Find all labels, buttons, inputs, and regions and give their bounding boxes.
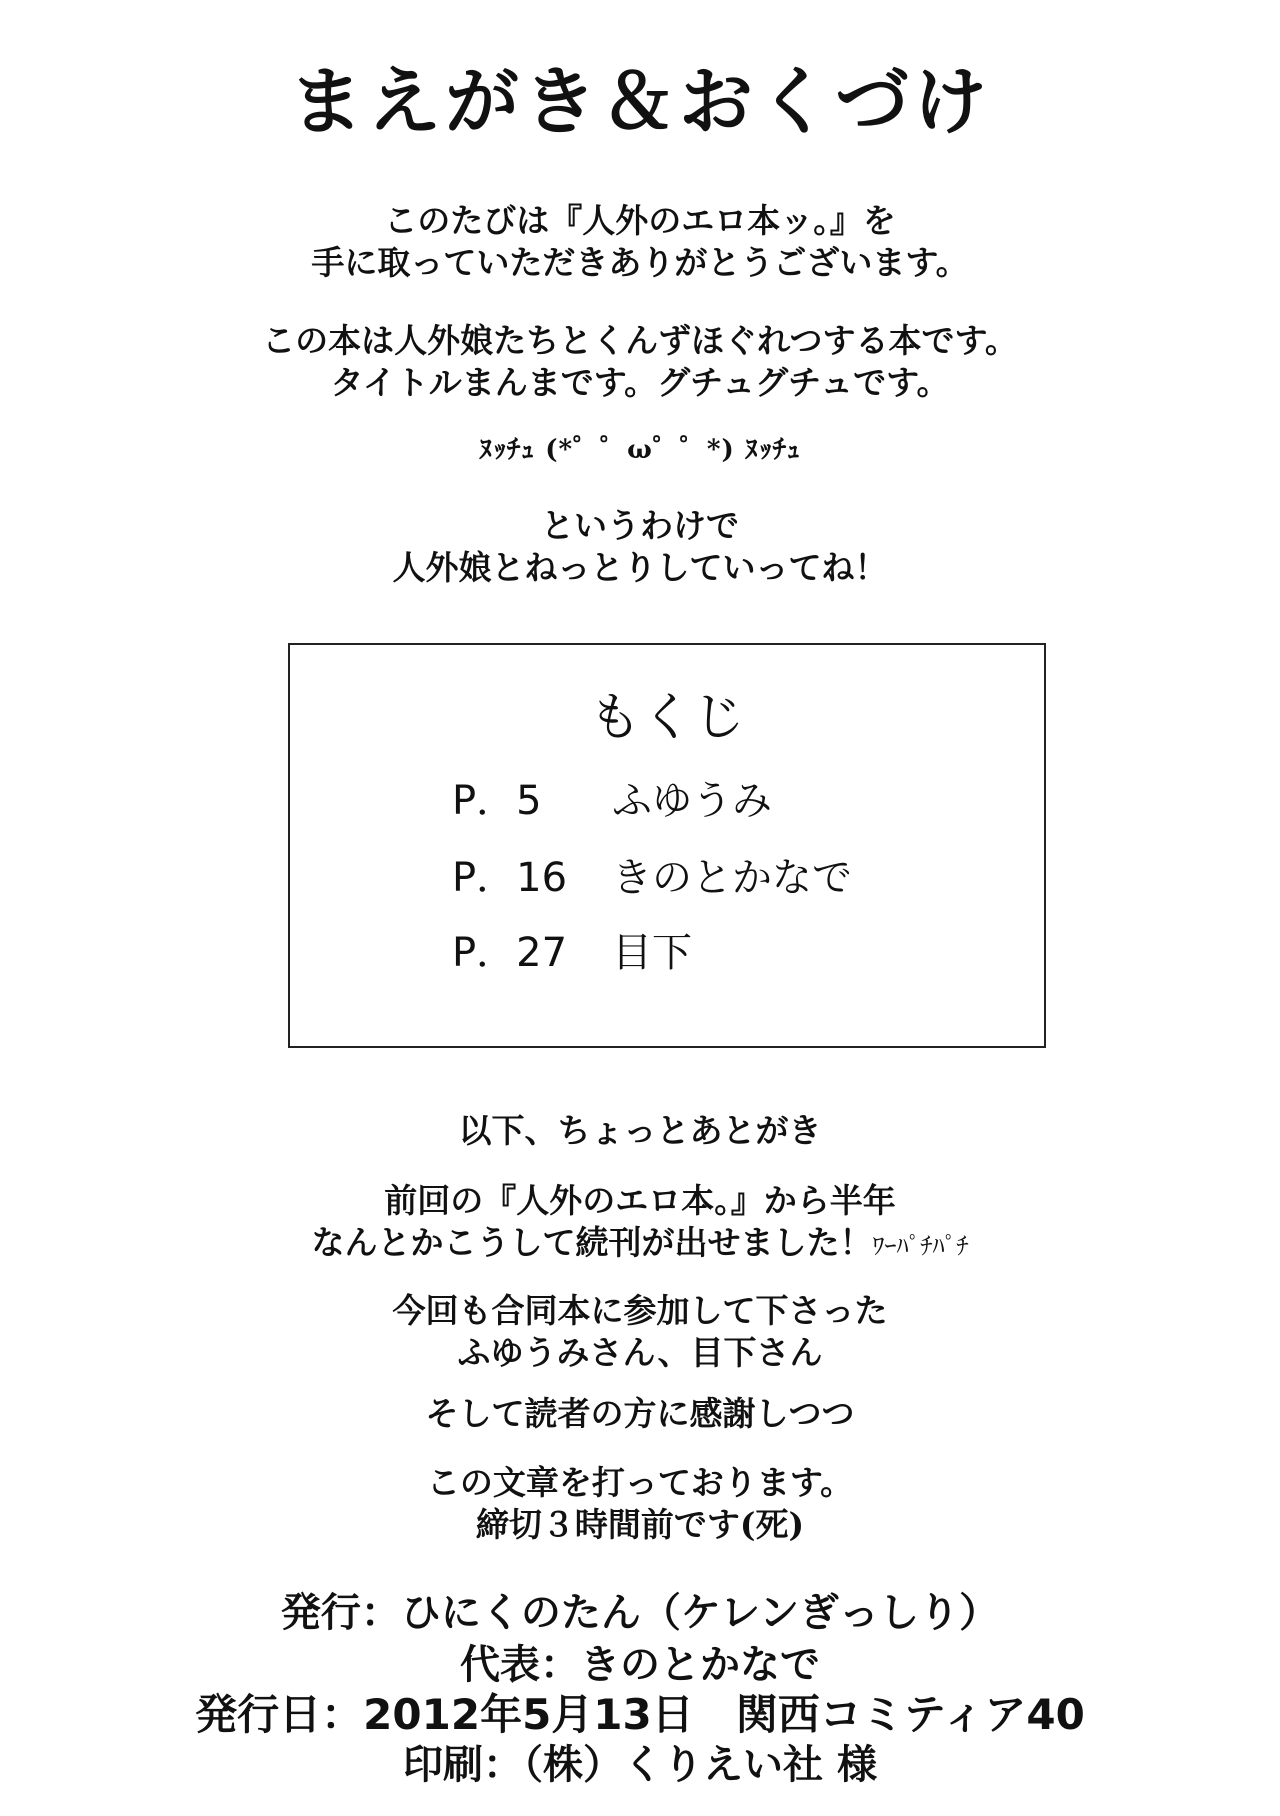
toc-author-name: 目下 xyxy=(612,930,692,976)
intro-about-line: タイトルまんまです。グチュグチュです。 xyxy=(330,363,950,402)
toc-page-number: P．5 xyxy=(452,778,542,824)
colophon-date: 発行日：2012年5月13日 関西コミティア40 xyxy=(195,1690,1085,1739)
kaomoji-line: ﾇｯﾁｭ (*゜゜ω゜゜*) ﾇｯﾁｭ xyxy=(479,435,801,465)
intro-thanks-line: 手に取っていただきありがとうございます。 xyxy=(311,243,969,282)
afterword-line-text: なんとかこうして続刊が出せました！ xyxy=(311,1223,873,1262)
afterword-paragraph-3: そして読者の方に感謝しつつ xyxy=(425,1394,855,1433)
toc-author-name: ふゆうみ xyxy=(612,778,772,824)
toc-page-number: P．27 xyxy=(452,930,568,976)
afterword-paragraph-1 xyxy=(0,1180,1280,1267)
intro-thanks xyxy=(0,200,1280,284)
afterword-line xyxy=(0,1222,1280,1267)
intro-closing-line: 人外娘とねっとりしていってね！ xyxy=(392,548,888,587)
page-title: まえがき＆おくづけ xyxy=(289,59,991,145)
afterword-line: 今回も合同本に参加して下さった xyxy=(392,1291,888,1330)
intro-about xyxy=(0,320,1280,404)
afterword-line: 前回の『人外のエロ本。』から半年 xyxy=(384,1181,896,1220)
toc-author-name: きのとかなで xyxy=(612,855,852,901)
intro-about-line: この本は人外娘たちとくんずほぐれつする本です。 xyxy=(262,321,1018,360)
intro-closing xyxy=(0,505,1280,589)
afterword-paragraph-2 xyxy=(0,1290,1280,1374)
colophon-representative: 代表：きのとかなで xyxy=(460,1642,820,1688)
colophon-publisher: 発行：ひにくのたん（ケレンぎっしり） xyxy=(280,1590,1000,1636)
afterword-heading: 以下、ちょっとあとがき xyxy=(458,1111,822,1150)
afterword-line: この文章を打っております。 xyxy=(426,1463,854,1502)
toc-box xyxy=(288,643,1046,1048)
afterword-line: 締切３時間前です(死) xyxy=(475,1505,805,1544)
afterword-paragraph-4 xyxy=(0,1462,1280,1546)
intro-closing-line: というわけで xyxy=(541,506,739,545)
toc-heading: もくじ xyxy=(588,688,745,748)
colophon-printer: 印刷：（株）くりえい社 様 xyxy=(403,1742,877,1788)
intro-thanks-line: このたびは『人外のエロ本ッ。』を xyxy=(384,201,896,240)
afterword-small-kana: ﾜｰﾊﾟﾁﾊﾟﾁ xyxy=(872,1232,969,1260)
afterword-line: ふゆうみさん、目下さん xyxy=(457,1333,823,1372)
toc-page-number: P．16 xyxy=(452,855,568,901)
